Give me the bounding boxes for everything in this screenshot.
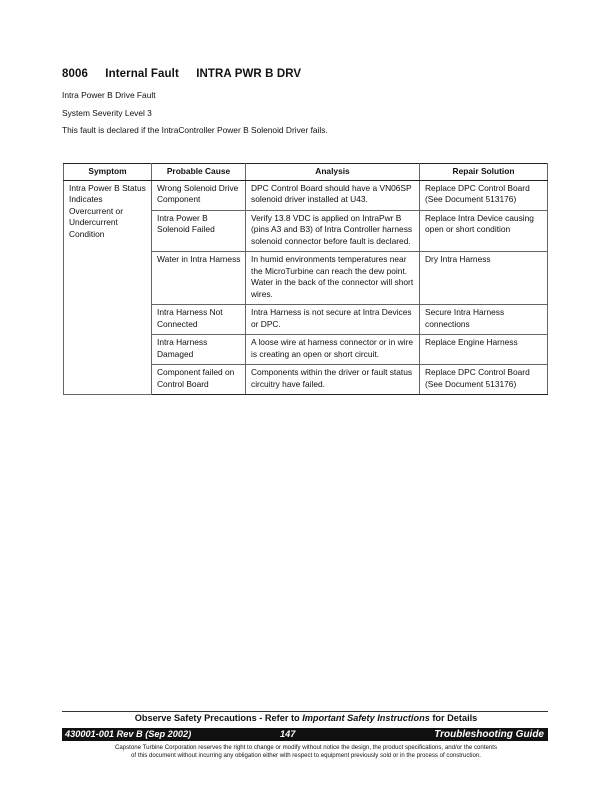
legal-line-1: Capstone Turbine Corporation reserves the right to change or modify without notice the design, the product specifications, and/or the contents (114, 744, 498, 751)
document-number: 430001-001 Rev B (Sep 2002) (65, 729, 192, 739)
analysis-cell: DPC Control Board should have a VN06SP solenoid driver installed at U43. (246, 180, 420, 210)
solution-cell: Replace Engine Harness (420, 335, 548, 365)
cause-cell: Water in Intra Harness (152, 252, 246, 305)
solution-cell: Replace DPC Control Board (See Document 513176) (420, 365, 548, 395)
troubleshooting-table (63, 163, 548, 395)
table-header-row (64, 164, 548, 181)
safety-notice-post: for Details (429, 713, 478, 723)
analysis-cell: A loose wire at harness connector or in wire is creating an open or short circuit. (246, 335, 420, 365)
cause-cell: Component failed on Control Board (152, 365, 246, 395)
severity-level: System Severity Level 3 (62, 108, 152, 118)
analysis-cell: In humid environments temperatures near the MicroTurbine can reach the dew point. Water in the back of the connector will short wires. (246, 252, 420, 305)
analysis-cell: Components within the driver or fault status circuitry have failed. (246, 365, 420, 395)
guide-title: Troubleshooting Guide (434, 729, 544, 740)
cause-cell: Intra Harness Damaged (152, 335, 246, 365)
analysis-cell: Verify 13.8 VDC is applied on IntraPwr B (pins A3 and B3) of Intra Controller harness solenoid connector before fault is declared. (246, 210, 420, 252)
solution-cell: Dry Intra Harness (420, 252, 548, 305)
solution-cell: Replace Intra Device causing open or short condition (420, 210, 548, 252)
fault-title: Internal Fault (105, 68, 179, 80)
cause-cell: Wrong Solenoid Drive Component (152, 180, 246, 210)
safety-instructions-ref: Important Safety Instructions (302, 713, 430, 723)
fault-code: 8006 (62, 68, 88, 80)
legal-line-2: of this document without incurring any obligation either with respect to equipment previously sold or in the process of construction. (131, 752, 481, 759)
safety-notice-pre: Observe Safety Precautions - Refer to (134, 713, 303, 723)
safety-notice (0, 713, 612, 723)
solution-cell: Replace DPC Control Board (See Document 513176) (420, 180, 548, 210)
col-header-analysis: Analysis (246, 164, 420, 181)
footer-divider (62, 711, 548, 712)
fault-name: INTRA PWR B DRV (196, 68, 302, 80)
fault-description: Intra Power B Drive Fault (62, 90, 156, 100)
solution-cell: Secure Intra Harness connections (420, 305, 548, 335)
col-header-symptom: Symptom (64, 164, 152, 181)
fault-heading (62, 68, 301, 80)
legal-disclaimer (70, 744, 542, 760)
analysis-cell: Intra Harness is not secure at Intra Devices or DPC. (246, 305, 420, 335)
symptom-cell: Intra Power B Status Indicates Overcurrent or Undercurrent Condition (64, 180, 152, 395)
page-number: 147 (280, 729, 296, 739)
col-header-solution: Repair Solution (420, 164, 548, 181)
fault-declared-text: This fault is declared if the IntraController Power B Solenoid Driver fails. (62, 125, 328, 135)
col-header-cause: Probable Cause (152, 164, 246, 181)
cause-cell: Intra Harness Not Connected (152, 305, 246, 335)
table-row (64, 180, 548, 210)
footer-bar (62, 728, 548, 741)
cause-cell: Intra Power B Solenoid Failed (152, 210, 246, 252)
